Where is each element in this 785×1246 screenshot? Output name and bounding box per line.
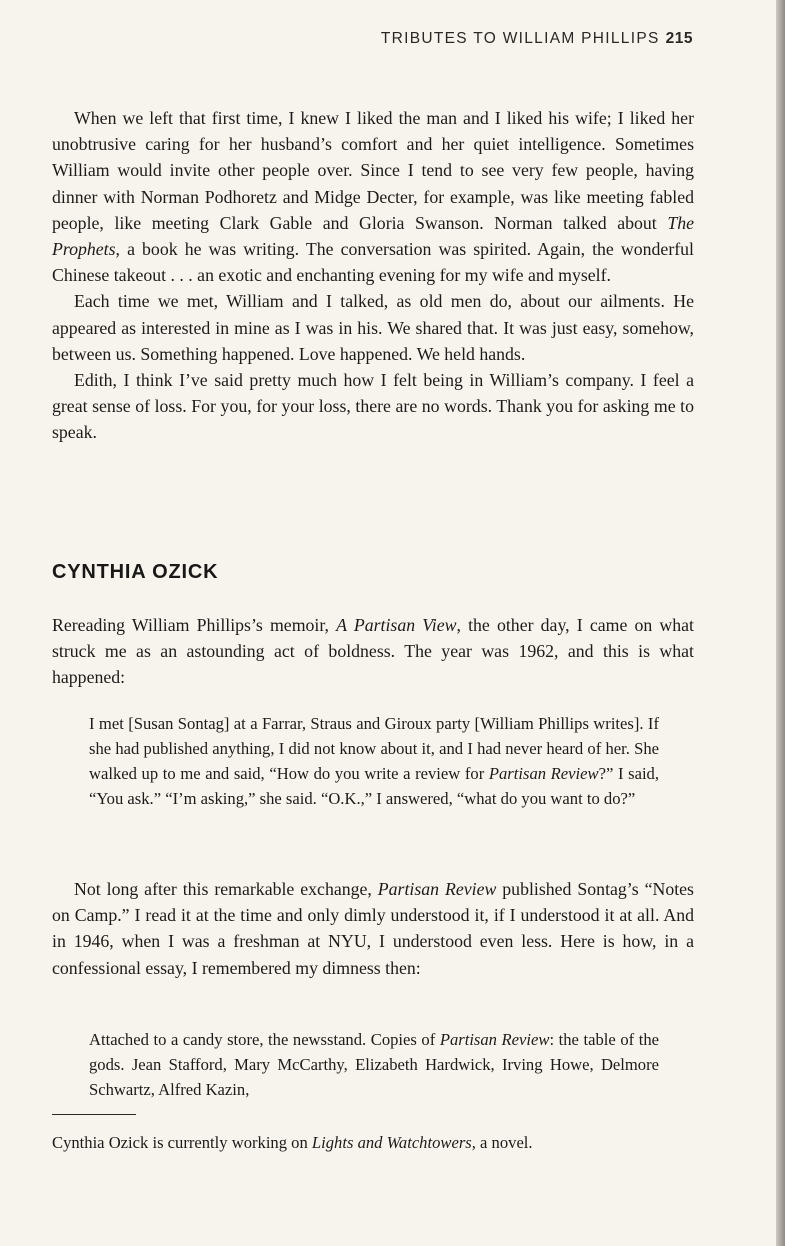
page-number: 215 [665,30,693,47]
footnote-italic: Lights and Watchtowers, [311,1133,476,1152]
paragraph-5 [52,876,694,981]
running-head-title: TRIBUTES TO WILLIAM PHILLIPS [380,30,660,47]
quote-1-text: I met [Susan Sontag] at a Farrar, Straus and Giroux party [William Phillips writes]. If she had published anything, I did not know about it, and I had never heard of her. She walked up to me and said, “How do you write a review for [89,714,659,783]
quote-2-text: Attached to a candy store, the newsstand. Copies of [89,1030,440,1049]
quote-1-text-end: ?” I said, “You ask.” “I’m asking,” she said. “O.K.,” I answered, “what do you want to do?” [89,764,659,808]
footnote-text-end: a novel. [475,1133,533,1152]
quote-2-italic: Partisan Review [439,1030,550,1049]
paragraph-1-italic: The Prophets [52,212,694,260]
quote-1-italic: Partisan Review [488,764,599,783]
block-quote-2-text [89,1027,659,1102]
block-quote-1-text [89,711,659,811]
paragraph-5-text: Not long after this remarkable exchange, [74,879,378,899]
paragraph-1-text: When we left that first time, I knew I liked the man and I liked his wife; I liked her unobtrusive caring for her husband’s comfort and her quiet intelligence. Sometimes William would invite other people over. Since I tend to see very few people, having dinner with Norman Podhoretz and Midge Decter, for example, was like meeting fabled people, like meeting Clark Gable and Gloria Swanson. Norman talked about [52,108,694,233]
paragraph-5-italic: Partisan Review [377,879,497,899]
footnote-text: Cynthia Ozick is currently working on [52,1133,312,1152]
section-heading: CYNTHIA OZICK [52,561,219,583]
paragraph-4-italic: A Partisan View [336,615,457,635]
block-quote-1 [89,711,659,811]
quote-2-text-end: : the table of the gods. Jean Stafford, Mary McCarthy, Elizabeth Hardwick, Irving Howe, Delmore Schwartz, Alfred Kazin, [89,1030,659,1099]
footnote-rule [52,1114,136,1115]
paragraph-1 [52,105,694,288]
paragraph-4-text: Rereading William Phillips’s memoir, [52,615,337,635]
paragraph-3: Edith, I think I’ve said pretty much how I felt being in William’s company. I feel a great sense of loss. For you, for your loss, there are no words. Thank you for asking me to speak. [52,370,694,443]
page-edge [776,0,785,1246]
paragraph-4 [52,612,694,691]
block-quote-2 [89,1027,659,1102]
paragraph-4-block [52,612,694,691]
paragraph-2: Each time we met, William and I talked, as old men do, about our ailments. He appeared as interested in mine as I was in his. We shared that. It was just easy, somehow, between us. Something happened. Love happened. We held hands. [52,291,694,364]
paragraph-4-text-end: , the other day, I came on what struck me as an astounding act of boldness. The year was 1962, and this is what happened: [52,615,694,688]
paragraph-5-block [52,876,694,981]
paragraph-5-text-end: published Sontag’s “Notes on Camp.” I read it at the time and only dimly understood it, if I understood it at all. And in 1946, when I was a freshman at NYU, I understood even less. Here is how, in a confessional essay, I remembered my dimness then: [52,879,694,978]
paragraph-1-text-end: , a book he was writing. The conversation was spirited. Again, the wonderful Chinese takeout . . . an exotic and enchanting evening for my wife and myself. [52,239,694,286]
footnote [52,1131,694,1155]
running-head [381,30,693,48]
paragraph-1-block [52,105,694,446]
